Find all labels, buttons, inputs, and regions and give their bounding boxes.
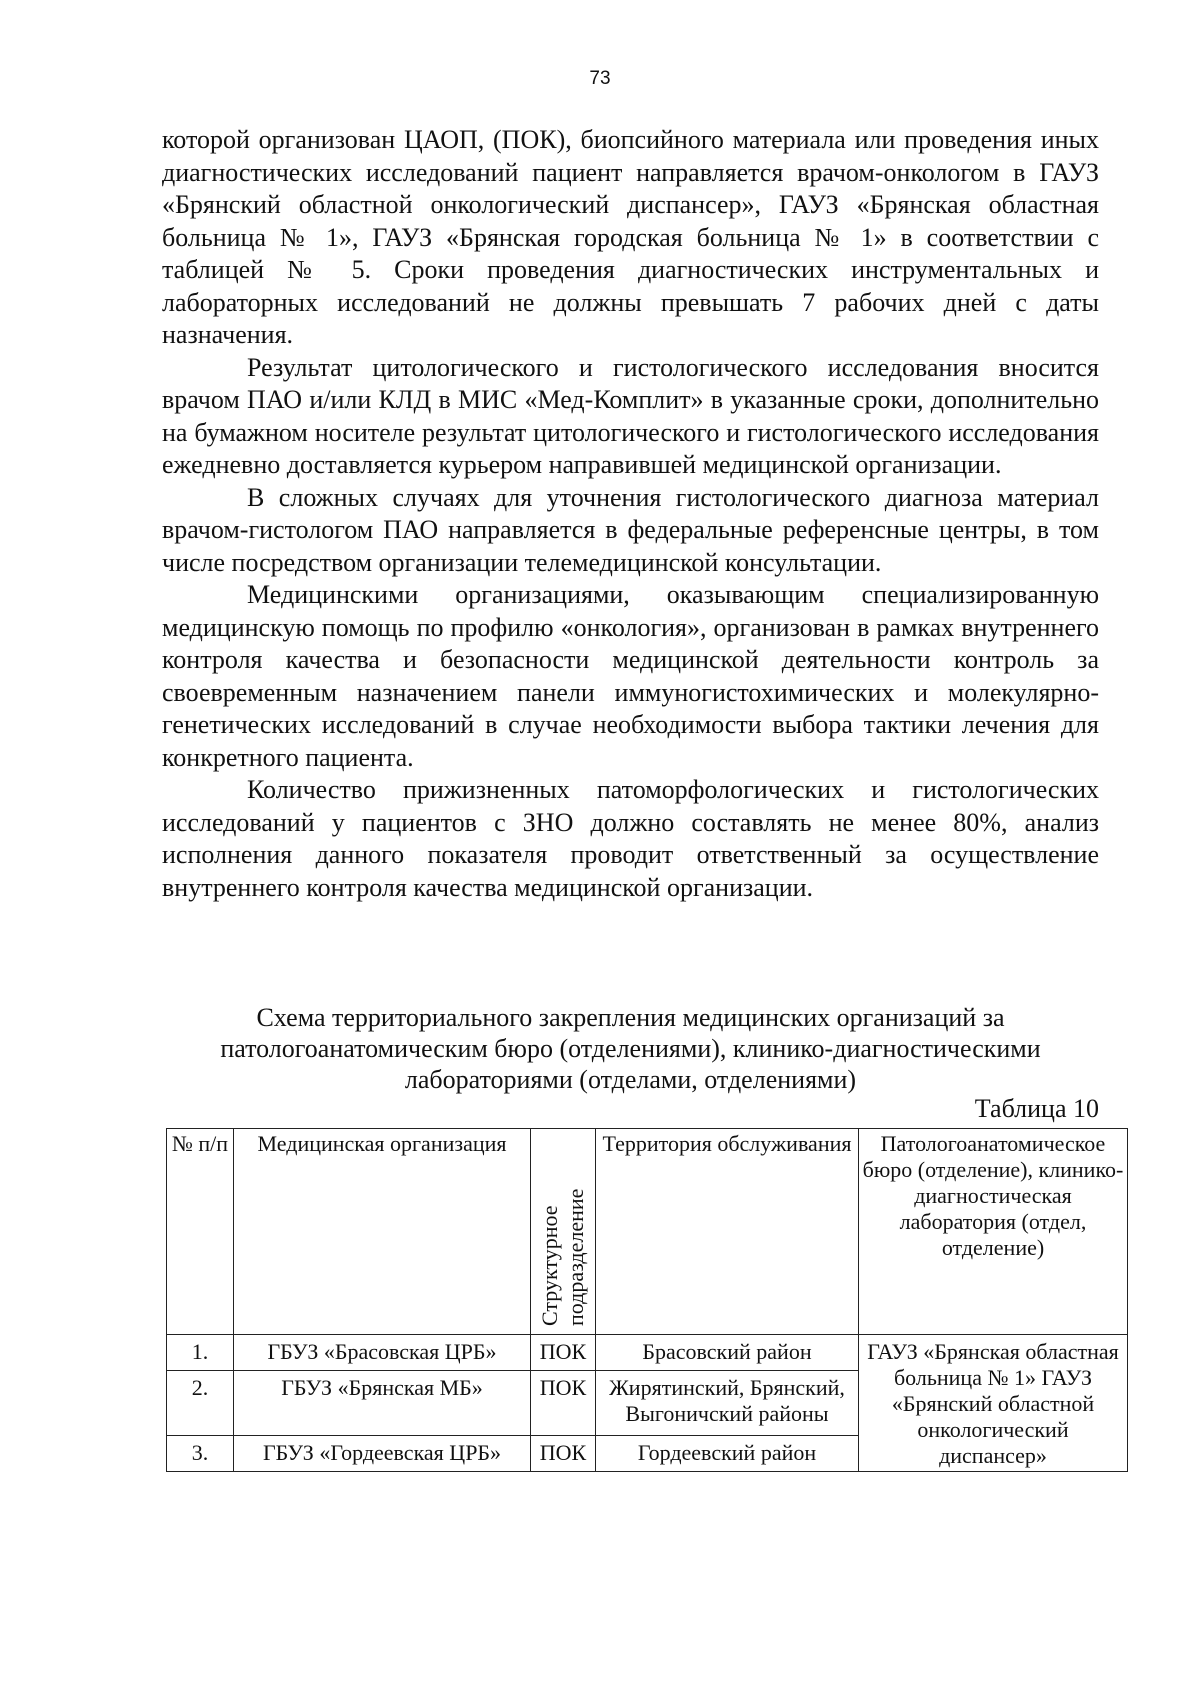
paragraph: Количество прижизненных патоморфологических и гистологических исследований у пациентов с ЗНО должно составлять не менее 80%, анализ исполнения данного показателя проводит ответственный за осуществление внутреннего контроля качества медицинской организации. xyxy=(162,775,1099,902)
table-heading: Схема территориального закрепления медицинских организаций за патологоанатомическим бюро (отделениями), клинико-диагностическими лабораториями (отделами, отделениями) xyxy=(220,1003,1041,1094)
row-subdivision: ПОК xyxy=(531,1435,596,1471)
paragraph: Результат цитологического и гистологического исследования вносится врачом ПАО и/или КЛД в МИС «Мед-Комплит» в указанные сроки, дополнительно на бумажном носителе результат цитологического и гистологического исследования ежедневно доставляется курьером направившей медицинской организации. xyxy=(162,352,1099,479)
header-lab: Патологоанатомическое бюро (отделение), клинико-диагностическая лаборатория (отдел, отделение) xyxy=(859,1129,1128,1335)
row-subdivision: ПОК xyxy=(531,1335,596,1371)
header-org: Медицинская организация xyxy=(234,1129,531,1335)
body-text xyxy=(162,124,1099,904)
row-subdivision: ПОК xyxy=(531,1371,596,1436)
row-territory: Жирятинский, Брянский, Выгоничский районы xyxy=(596,1371,859,1436)
row-org: ГБУЗ «Брянская МБ» xyxy=(234,1371,531,1436)
table-header-row xyxy=(167,1129,1128,1335)
row-org: ГБУЗ «Гордеевская ЦРБ» xyxy=(234,1435,531,1471)
header-territory: Территория обслуживания xyxy=(596,1129,859,1335)
table-caption: Таблица 10 xyxy=(974,1094,1099,1123)
row-lab-merged: ГАУЗ «Брянская областная больница № 1» ГАУЗ «Брянский областной онкологический диспансер» xyxy=(859,1335,1128,1472)
paragraph: Медицинскими организациями, оказывающим специализированную медицинскую помощь по профилю «онкология», организован в рамках внутреннего контроля качества и безопасности медицинской деятельности контроль за своевременным назначением панели иммуногистохимических и молекулярно-генетических исследований в случае необходимости выбора тактики лечения для конкретного пациента. xyxy=(162,580,1099,772)
paragraph: В сложных случаях для уточнения гистологического диагноза материал врачом-гистологом ПАО направляется в федеральные референсные центры, в том числе посредством организации телемедицинской консультации. xyxy=(162,482,1099,577)
header-num: № п/п xyxy=(167,1129,234,1335)
header-subdivision-label: Структурное подразделение xyxy=(537,1188,588,1326)
row-org: ГБУЗ «Брасовская ЦРБ» xyxy=(234,1335,531,1371)
row-territory: Брасовский район xyxy=(596,1335,859,1371)
header-subdivision xyxy=(531,1129,596,1335)
paragraph: которой организован ЦАОП, (ПОК), биопсийного материала или проведения иных диагностических исследований пациент направляется врачом-онкологом в ГАУЗ «Брянский областной онкологический диспансер», ГАУЗ «Брянская областная больница № 1», ГАУЗ «Брянская городская больница № 1» в соответствии с таблицей № 5. Сроки проведения диагностических инструментальных и лабораторных исследований не должны превышать 7 рабочих дней с даты назначения. xyxy=(162,125,1099,349)
row-num: 2. xyxy=(167,1371,234,1436)
page-number: 73 xyxy=(589,68,611,89)
row-num: 1. xyxy=(167,1335,234,1371)
territorial-assignment-table xyxy=(166,1128,1128,1472)
row-territory: Гордеевский район xyxy=(596,1435,859,1471)
row-num: 3. xyxy=(167,1435,234,1471)
table-row xyxy=(167,1335,1128,1371)
